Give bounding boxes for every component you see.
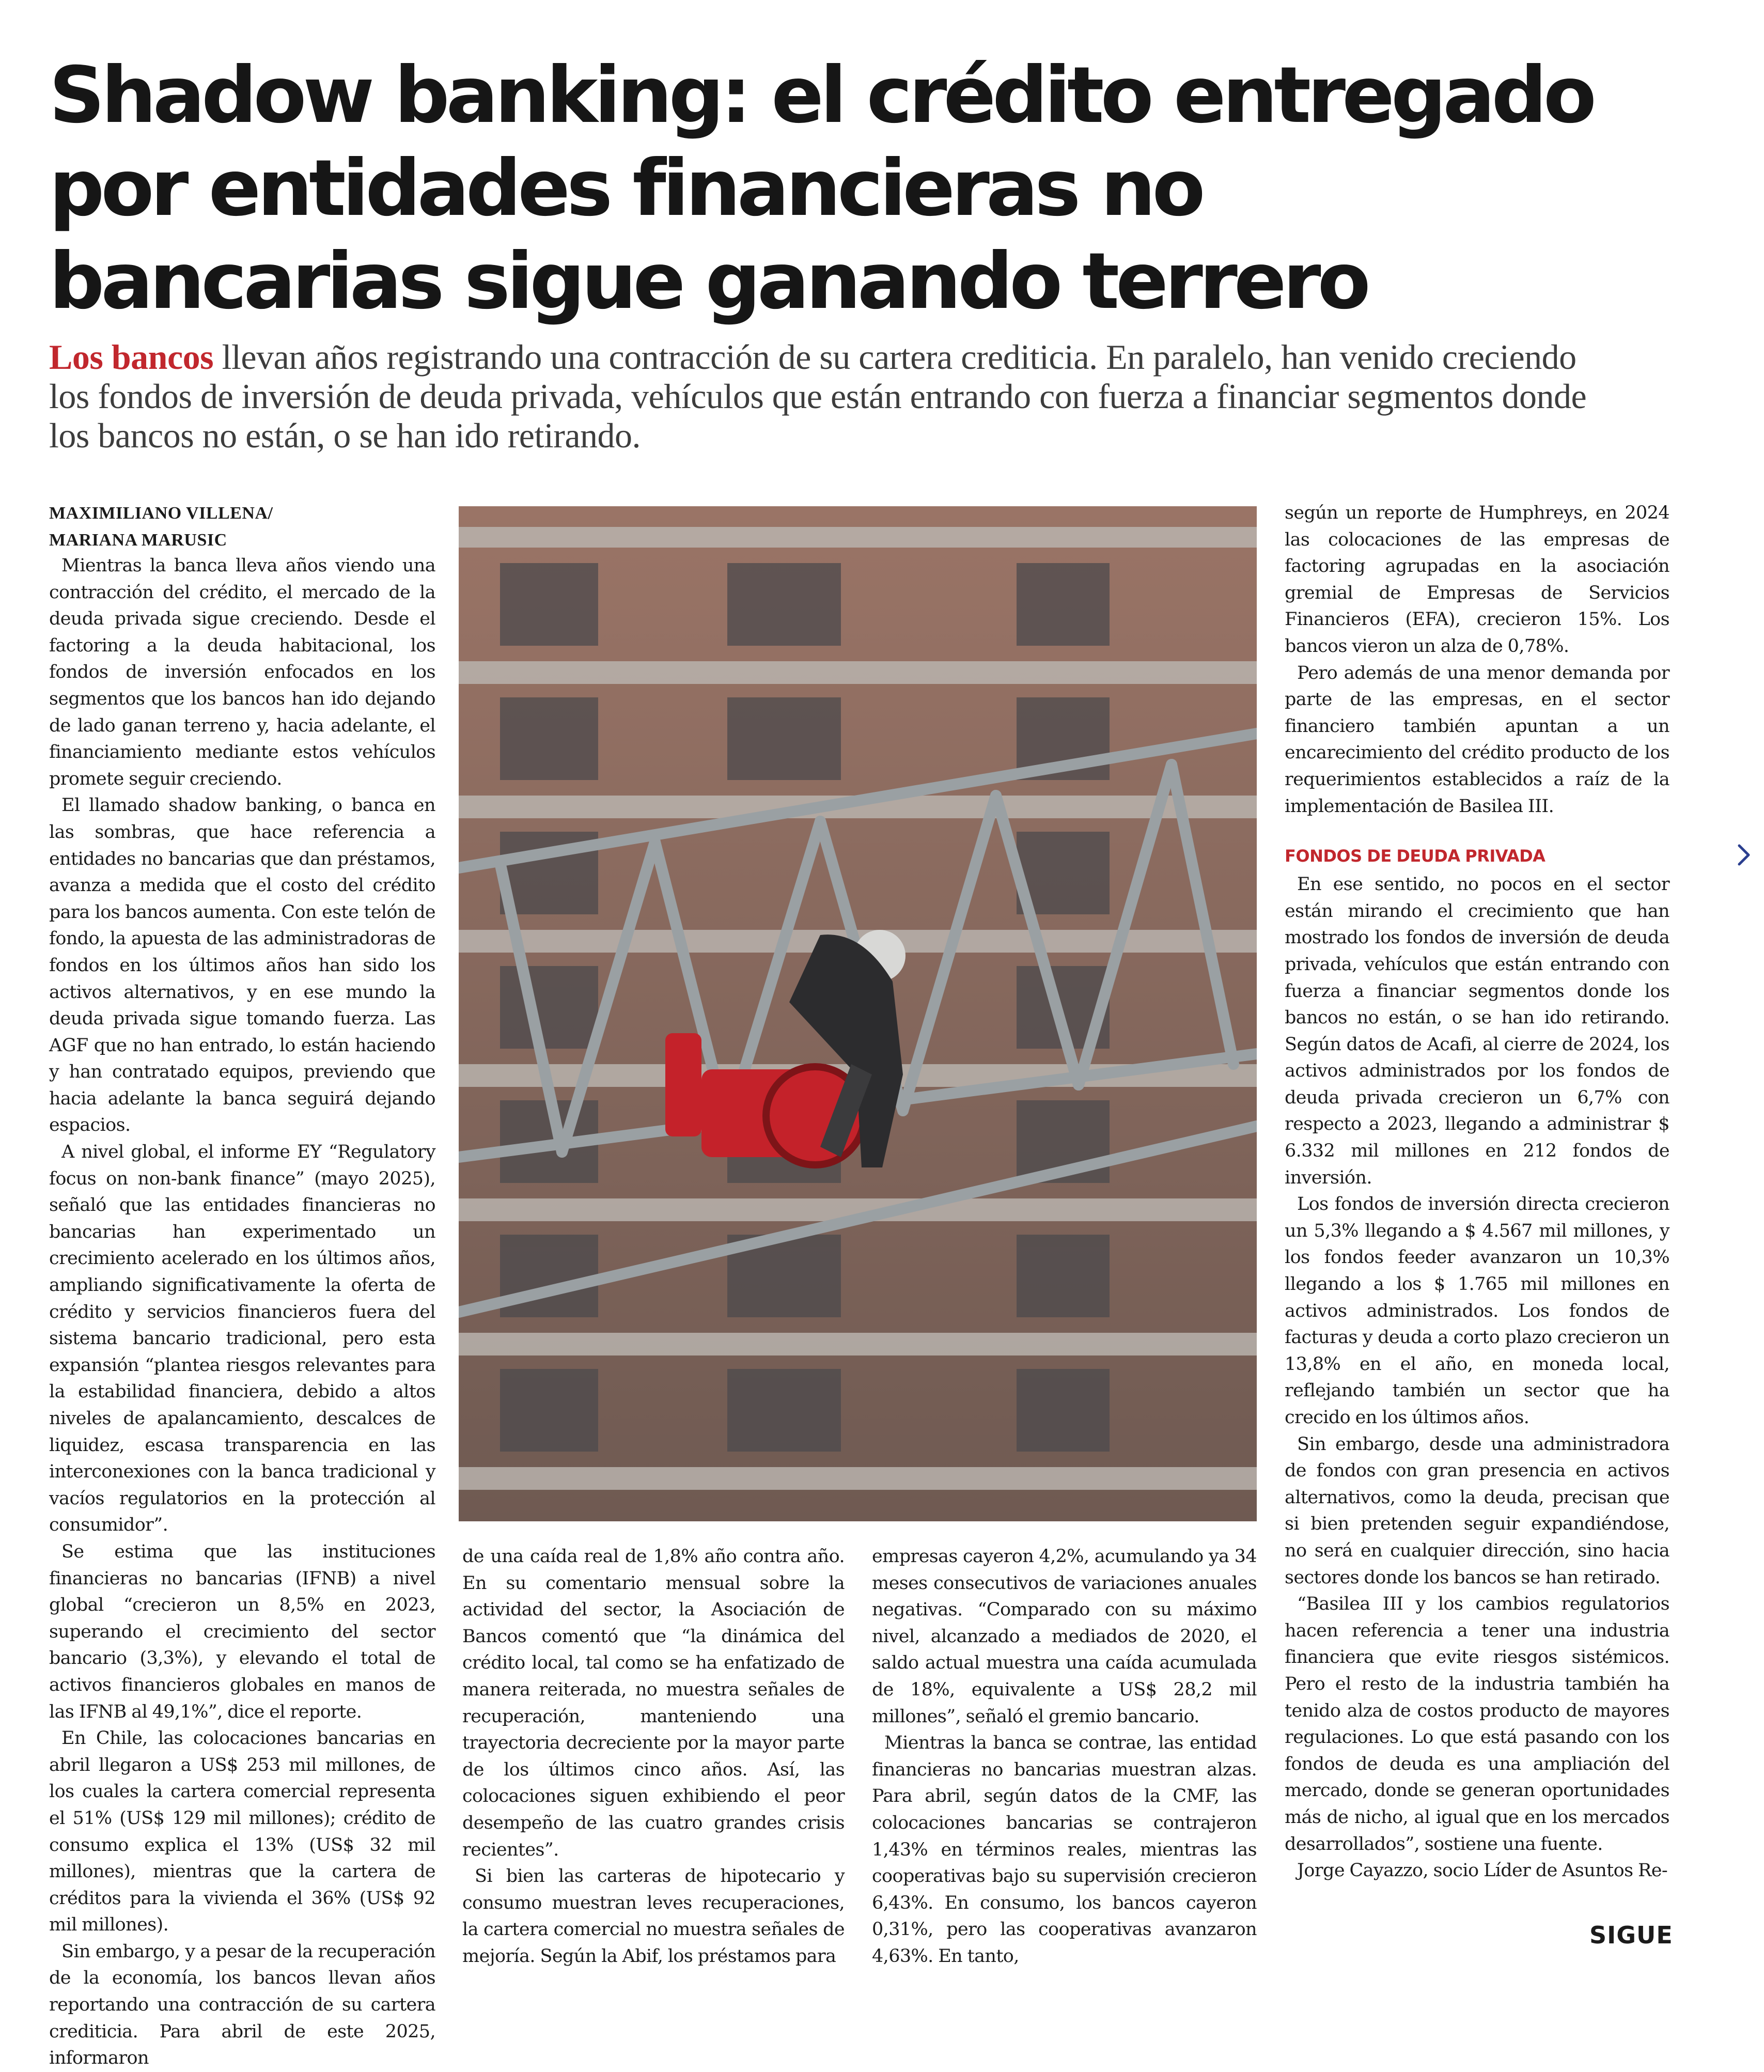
paragraph: Se estima que las instituciones financieras no bancarias (IFNB) a nivel global “crecieron un 8,5% en 2023, superando el crecimiento del sector bancario (3,3%), y elevando el total de activos financieros globales en manos de las IFNB al 49,1%”, dice el reporte. — [49, 1541, 435, 1722]
byline-author-1: MAXIMILIANO VILLENA/ — [49, 504, 273, 523]
deck-text: llevan años registrando una contracción de su cartera crediticia. En paralelo, han venido creciendo los fondos de inversión de deuda privada, vehículos que están entrando con fuerza a financiar segmentos donde los bancos no están, o se han ido retirando. — [49, 337, 1587, 455]
paragraph: de una caída real de 1,8% año contra año. En su comentario mensual sobre la actividad del sector, la Asociación de Bancos comentó que “la dinámica del crédito local, tal como se ha enfatizado de manera reiterada, no muestra señales de recuperación, manteniendo una trayectoria decreciente por la mayor parte de los últimos cinco años. Así, las colocaciones siguen exhibiendo el peor desempeño de las cuatro grandes crisis recientes”. — [462, 1546, 845, 1860]
paragraph: En Chile, las colocaciones bancarias en abril llegaron a US$ 253 mil millones, de los cuales la cartera comercial representa el 51% (US$ 129 mil millones); crédito de consumo explica el 13% (US$ 32 mil millones), mientras que la cartera de créditos para la vivienda el 36% (US$ 92 mil millones). — [49, 1728, 435, 1936]
byline — [49, 500, 442, 554]
paragraph: El llamado shadow banking, o banca en las sombras, que hace referencia a entidades no bancarias que dan préstamos, avanza a medida que el costo del crédito para los bancos aumenta. Con este telón de fondo, la apuesta de las administradoras de fondos en los últimos años han sido los activos alternativos, y en ese mundo la deuda privada sigue tomando fuerza. Las AGF que no han entrado, lo están haciendo y han contratado equipos, previendo que hacia adelante la banca seguirá dejando espacios. — [49, 795, 435, 1136]
headline: Shadow banking: el crédito entregado por entidades financieras no bancarias sigue ganando terrero — [49, 51, 1593, 326]
section-subhead: FONDOS DE DEUDA PRIVADA — [1285, 846, 1546, 866]
paragraph: Los fondos de inversión directa crecieron un 5,3% llegando a $ 4.567 mil millones, y los fondos feeder avanzaron un 10,3% llegando a los $ 1.765 mil millones en activos administrados. Los fondos de facturas y deuda a corto plazo crecieron un 13,8% en el año, en moneda local, reflejando también un sector que ha crecido en los últimos años. — [1285, 1194, 1669, 1428]
deck-lead: Los bancos — [49, 337, 214, 377]
continue-label: SIGUE — [1589, 1921, 1673, 1949]
paragraph: Sin embargo, y a pesar de la recuperación de la economía, los bancos llevan años reportando una contracción de su cartera crediticia. Para abril de este 2025, informaron — [49, 1941, 435, 2069]
text-column-2 — [462, 1544, 845, 1970]
crane-worker-photo — [459, 506, 1257, 1521]
next-page-button[interactable] — [1728, 837, 1759, 873]
chevron-right-icon — [1736, 843, 1752, 867]
paragraph: “Basilea III y los cambios regulatorios hacen referencia a tener una industria financiera que evite riesgos sistémicos. Pero el resto de la industria también ha tenido alza de costos producto de mayores regulaciones. Lo que está pasando con los fondos de deuda es una ampliación del mercado, donde se generan oportunidades más de nicho, al igual que en los mercados desarrollados”, sostiene una fuente. — [1285, 1594, 1669, 1855]
paragraph: Sin embargo, desde una administradora de fondos con gran presencia en activos alternativos, como la deuda, precisan que si bien pretenden seguir expandiéndose, no será en cualquier dirección, sino hacia sectores donde los bancos se han retirado. — [1285, 1434, 1669, 1588]
paragraph: Mientras la banca se contrae, las entidad financieras no bancarias muestran alzas. Para abril, según datos de la CMF, las colocaciones bancarias se contrajeron 1,43% en términos reales, mientras las cooperativas bajo su supervisión crecieron 6,43%. En consumo, los bancos cayeron 0,31%, pero las cooperativas avanzaron 4,63%. En tanto, — [872, 1733, 1257, 1967]
paragraph: según un reporte de Humphreys, en 2024 las colocaciones de las empresas de factoring agrupadas en la asociación gremial de Empresas de Servicios Financieros (EFA), crecieron 15%. Los bancos vieron un alza de 0,78%. — [1285, 503, 1669, 657]
paragraph: empresas cayeron 4,2%, acumulando ya 34 meses consecutivos de variaciones anuales negativas. “Comparado con su máximo nivel, alcanzado a mediados de 2020, el saldo actual muestra una caída acumulada de 18%, equivalente a US$ 28,2 mil millones”, señaló el gremio bancario. — [872, 1546, 1257, 1727]
paragraph: Mientras la banca lleva años viendo una contracción del crédito, el mercado de la deuda privada sigue creciendo. Desde el factoring a la deuda habitacional, los fondos de inversión enfocados en los segmentos que los bancos han ido dejando de lado ganan terreno y, hacia adelante, el financiamiento mediante estos vehículos promete seguir creciendo. — [49, 555, 435, 789]
paragraph: Pero además de una menor demanda por parte de las empresas, en el sector financiero también apuntan a un encarecimiento del crédito producto de los requerimientos establecidos a raíz de la implementación de Basilea III. — [1285, 662, 1669, 817]
deck — [49, 337, 1599, 455]
paragraph: A nivel global, el informe EY “Regulatory focus on non-bank finance” (mayo 2025), señaló que las entidades financieras no bancarias han experimentado un crecimiento acelerado en los últimos años, ampliando significativamente la oferta de crédito y servicios financieros fuera del sistema bancario tradicional, pero esta expansión “plantea riesgos relevantes para la estabilidad financiera, debido a altos niveles de apalancamiento, descalces de liquidez, escasa transparencia en las interconexiones con la banca tradicional y vacíos regulatorios en la protección al consumidor”. — [49, 1142, 435, 1536]
paragraph: En ese sentido, no pocos en el sector están mirando el crecimiento que han mostrado los fondos de inversión de deuda privada, vehículos que están entrando con fuerza a financiar segmentos donde los bancos no están, o se han ido retirando. Según datos de Acafi, al cierre de 2024, los activos administrados por los fondos de deuda privada crecieron un 6,7% con respecto a 2023, llegando a administrar $ 6.332 mil millones en 212 fondos de inversión. — [1285, 874, 1669, 1188]
paragraph: Si bien las carteras de hipotecario y consumo muestran leves recuperaciones, la cartera comercial no muestra señales de mejoría. Según la Abif, los préstamos para — [462, 1866, 845, 1967]
byline-author-2: MARIANA MARUSIC — [49, 531, 227, 550]
text-column-1 — [49, 553, 435, 2072]
article-photo — [459, 506, 1257, 1521]
text-column-4 — [1285, 500, 1669, 1884]
text-column-3 — [872, 1544, 1257, 1970]
paragraph: Jorge Cayazzo, socio Líder de Asuntos Re- — [1297, 1860, 1668, 1881]
